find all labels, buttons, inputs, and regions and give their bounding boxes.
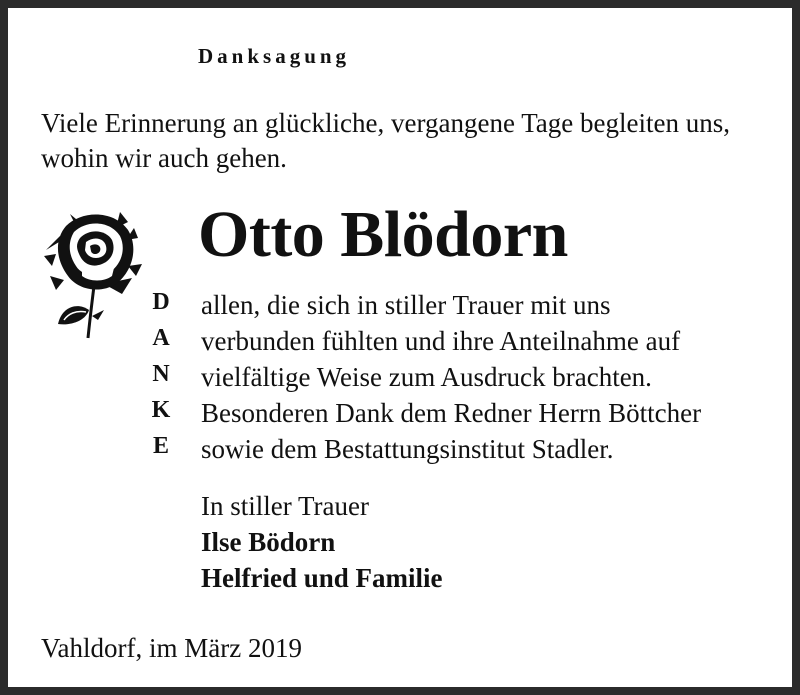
- thanks-line: vielfältige Weise zum Ausdruck brachten.: [201, 362, 652, 392]
- ad-heading: Danksagung: [198, 44, 351, 68]
- danke-letter: A: [152, 325, 170, 351]
- thanks-line: sowie dem Bestattungsinstitut Stadler.: [201, 434, 614, 464]
- deceased-name: Otto Blödorn: [198, 198, 568, 271]
- intro-text: Viele Erinnerung an glückliche, vergangene Tage begleiten uns, wohin wir auch gehen.: [41, 108, 730, 173]
- thanks-text: [201, 287, 791, 467]
- place-date: Vahldorf, im März 2019: [41, 633, 302, 663]
- rose-icon: [42, 206, 146, 342]
- thanks-line: allen, die sich in stiller Trauer mit uns: [201, 290, 611, 320]
- danke-vertical: [146, 284, 176, 464]
- thanks-line: Besonderen Dank dem Redner Herrn Böttcher: [201, 398, 702, 428]
- signature-block: [201, 488, 442, 596]
- signature-name-2: Helfried und Familie: [201, 563, 443, 593]
- thanks-line: verbunden fühlten und ihre Anteilnahme auf: [201, 326, 681, 356]
- danke-letter: N: [152, 361, 170, 387]
- danke-letter: D: [152, 289, 170, 315]
- signature-name-1: Ilse Bödorn: [201, 527, 336, 557]
- signature-intro: In stiller Trauer: [201, 491, 369, 521]
- danke-letter: E: [152, 433, 169, 459]
- danke-letter: K: [151, 397, 171, 423]
